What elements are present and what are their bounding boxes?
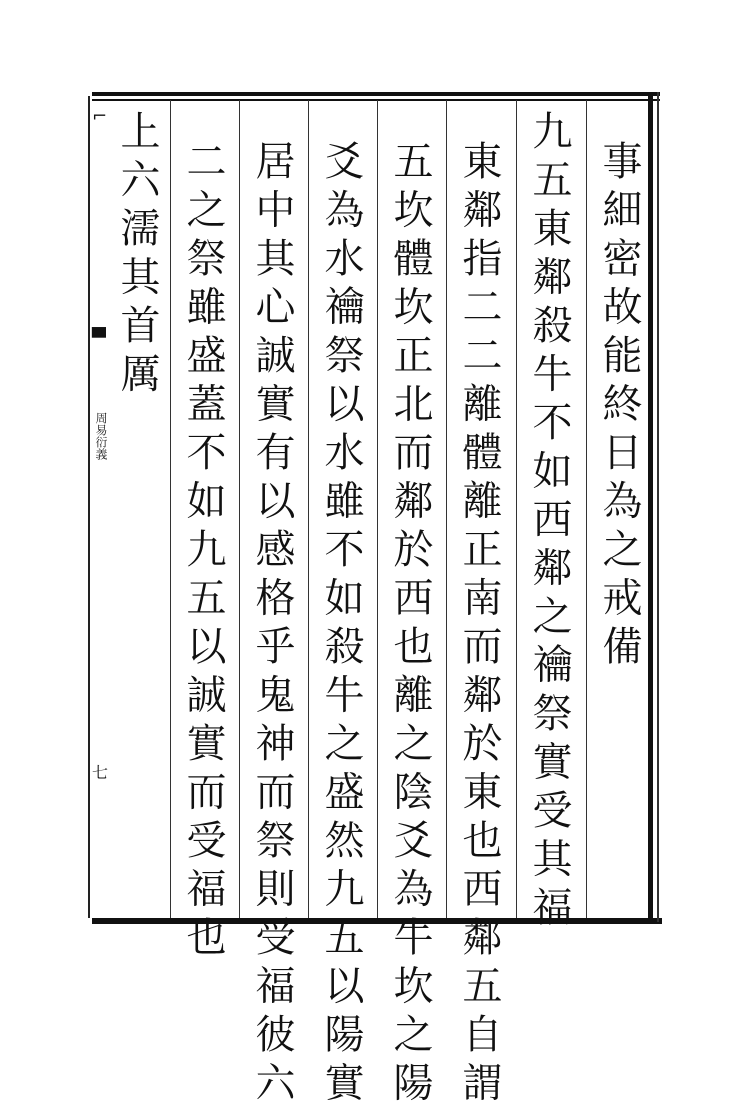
fore-edge-mark: ▀ — [92, 328, 106, 349]
column-separator — [170, 100, 171, 918]
text-column-3: 東鄰指二二離體離正南而鄰於東也西鄰五自謂 — [456, 140, 502, 1110]
column-separator — [516, 100, 517, 918]
fore-edge-title: 周易衍義 — [94, 412, 108, 460]
text-column-2: 九五東鄰殺牛不如西鄰之禴祭實受其福 — [526, 110, 572, 935]
frame-bottom-rule — [92, 918, 662, 924]
text-column-4: 五坎體坎正北而鄰於西也離之陰爻為牛坎之陽 — [387, 140, 433, 1110]
text-column-5: 爻為水禴祭以水雖不如殺牛之盛然九五以陽實 — [318, 140, 364, 1110]
fore-edge-page-number: 七 — [92, 763, 109, 782]
column-separator — [308, 100, 309, 918]
text-column-7: 二之祭雖盛蓋不如九五以誠實而受福也 — [180, 140, 226, 965]
column-separator — [377, 100, 378, 918]
frame-right-rule-outer — [657, 92, 659, 922]
frame-top-rule — [92, 92, 660, 96]
column-separator — [239, 100, 240, 918]
column-separator — [446, 100, 447, 918]
text-column-6: 居中其心誠實有以感格乎鬼神而祭則受福彼六 — [249, 140, 295, 1110]
column-separator — [586, 100, 587, 918]
fore-edge-mark: ⌐ — [92, 106, 108, 127]
frame-right-rule — [648, 92, 653, 922]
text-column-1: 事細密故能終日為之戒備 — [596, 140, 642, 674]
frame-top-rule-inner — [92, 99, 660, 101]
fore-edge-strip — [88, 96, 112, 918]
text-column-8: 上六濡其首厲 — [114, 110, 160, 401]
